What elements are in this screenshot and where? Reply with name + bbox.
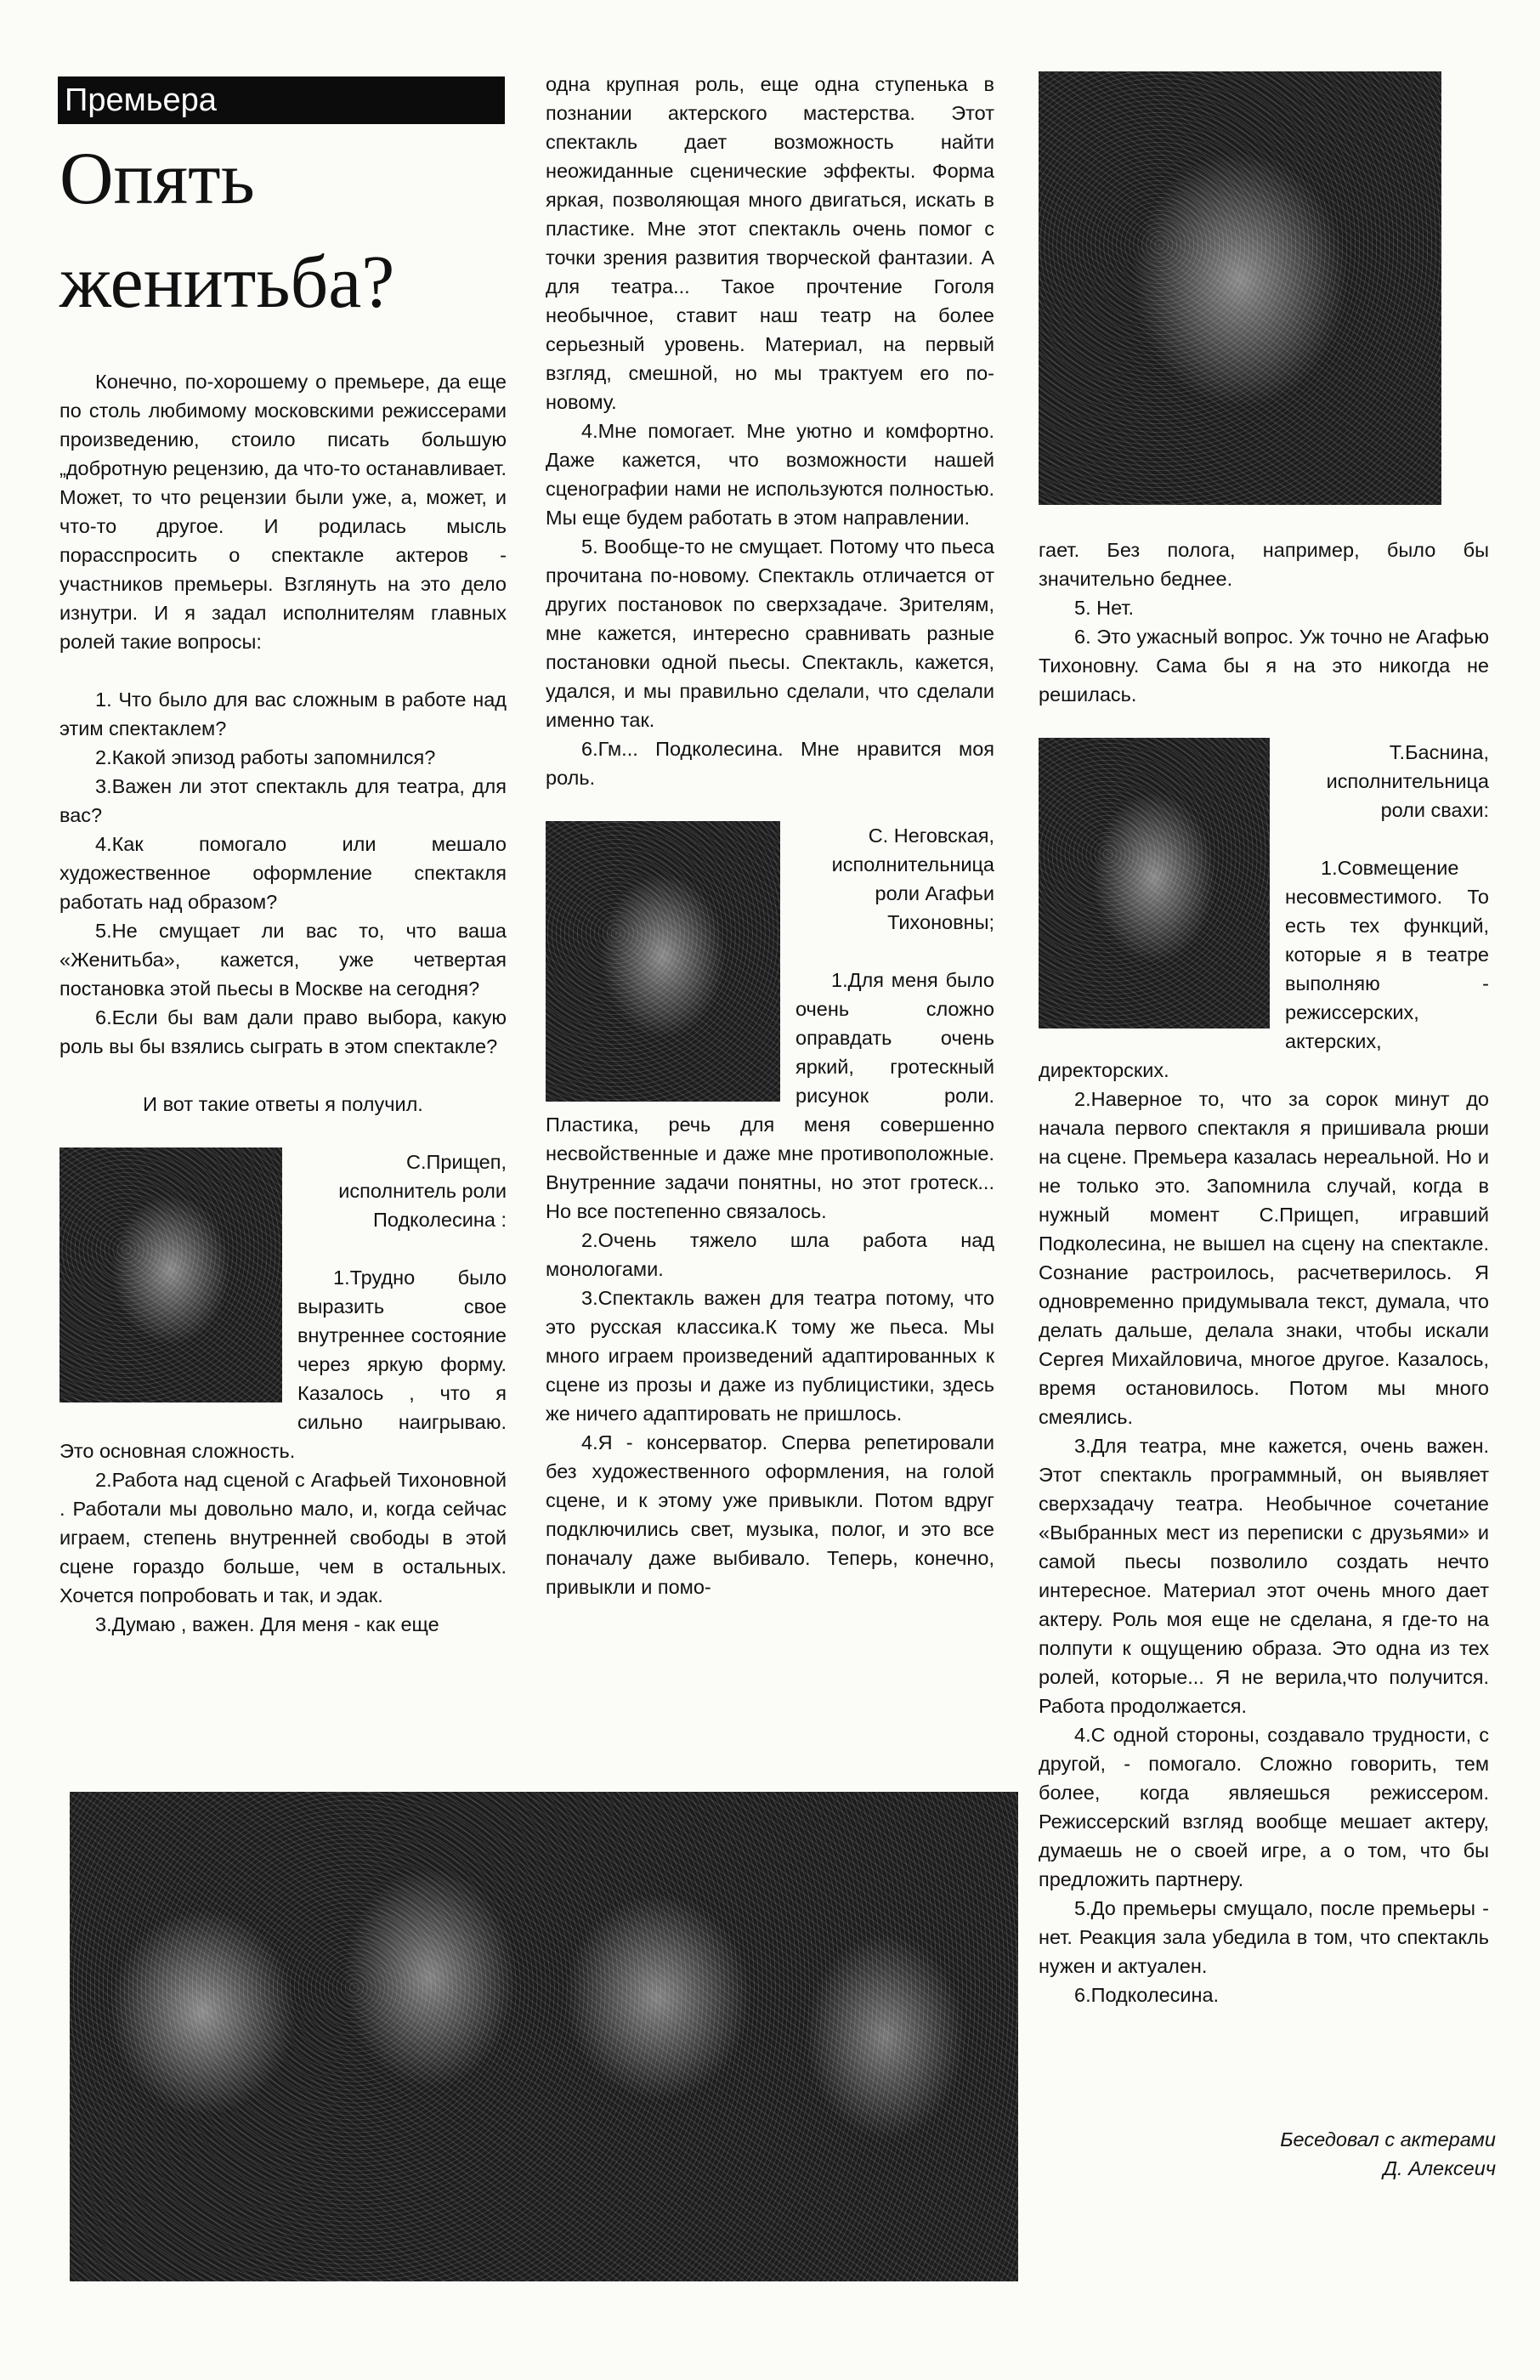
basnina-answer-1: 1.Совмещение несовместимого. То есть тех функций, которые я в театре выполняю - режиссерских, актерских, директорских. — [1039, 857, 1489, 1081]
question-4: 4.Как помогало или мешало художественное оформление спектакля работать над образом? — [59, 833, 507, 913]
prishchep-answer-6: 6.Гм... Подколесина. Мне нравится моя роль. — [546, 738, 994, 789]
negovskaya-answer-2: 2.Очень тяжело шла работа над монологами. — [546, 1229, 994, 1280]
column-3 — [1039, 536, 1489, 2009]
group-photo — [70, 1792, 1018, 2281]
question-1: 1. Что было для вас сложным в работе над этим спектаклем? — [59, 688, 507, 740]
negovskaya-answer-6: 6. Это ужасный вопрос. Уж точно не Агафью Тихоновну. Сама бы я на это никогда не решилась. — [1039, 626, 1489, 706]
basnina-answer-5: 5.До премьеры смущало, после премьеры - нет. Реакция зала убедила в том, что спектакль нужен и актуален. — [1039, 1897, 1489, 1977]
headline-line-1: Опять — [59, 138, 255, 220]
prishchep-answer-3-start: 3.Думаю , важен. Для меня - как еще — [95, 1613, 439, 1635]
intro-paragraph: Конечно, по-хорошему о премьере, да еще по столь любимому московскими режиссерами произведению, стоило писать большую „добротную рецензию, да что-то останавливает. Может, то что рецензии были уже, а, может, и что-то другое. И родилась мысль порасспросить о спектакле актеров - участников премьеры. Взглянуть на это дело изнутри. И я задал исполнителям главных ролей такие вопросы: — [59, 371, 507, 653]
headline — [59, 128, 518, 335]
prishchep-answer-3-cont: одна крупная роль, еще одна ступенька в познании актерского мастерства. Этот спектакль дает возможность найти неожиданные сценические эффекты. Форма яркая, позволяющая много двигаться, искать в пластике. Мне этот спектакль очень помог с точки зрения развития творческой фантазии. А для театра... Такое прочтение Гоголя необычное, ставит наш театр на более серьезный уровень. Материал, на первый взгляд, смешной, но мы трактуем его по-новому. — [546, 73, 994, 413]
negovskaya-answer-1: 1.Для меня было очень сложно оправдать очень яркий, гротескный рисунок роли. Пластика, речь для меня совершенно несвойственные и даже мне противоположные. Внутренние задачи понятны, но этот гротеск... Но все постепенно связалось. — [546, 969, 994, 1222]
rubric-label: Премьера — [58, 76, 505, 124]
negovskaya-answer-4-cont: гает. Без полога, например, было бы значительно беднее. — [1039, 539, 1489, 590]
headline-line-2: женитьба? — [59, 241, 395, 324]
column-2 — [546, 70, 994, 1601]
basnina-answer-6: 6.Подколесина. — [1074, 1984, 1220, 2006]
negovskaya-caption: С. Неговская, исполнительница роли Агафьи Тихоновны; — [831, 824, 994, 933]
prishchep-answer-2: 2.Работа над сценой с Агафьей Тихоновной . Работали мы довольно мало, и, когда сейчас играем, степень внутренней свободы в этой сцене гораздо больше, чем в остальных. Хочется попробовать и так, и эдак. — [59, 1469, 507, 1606]
prishchep-photo — [59, 1148, 282, 1402]
negovskaya-photo — [546, 821, 780, 1102]
byline-author: Д. Алексеич — [1383, 2157, 1496, 2179]
prishchep-answer-5: 5. Вообще-то не смущает. Потому что пьеса прочитана по-новому. Спектакль отличается от других постановок по сверхзадаче. Зрителям, мне кажется, интересно сравнивать разные постановки одной пьесы. Спектакль, кажется, удался, и мы правильно сделали, что сделали именно так. — [546, 536, 994, 731]
prishchep-answer-4: 4.Мне помогает. Мне уютно и комфортно. Даже кажется, что возможности нашей сценографии нами не используются полностью. Мы еще будем работать в этом направлении. — [546, 420, 994, 529]
prishchep-caption: С.Прищеп, исполнитель роли Подколесина : — [338, 1151, 507, 1231]
answers-intro: И вот такие ответы я получил. — [143, 1093, 423, 1115]
question-6: 6.Если бы вам дали право выбора, какую роль вы бы взялись сыграть в этом спектакле? — [59, 1006, 507, 1057]
negovskaya-answer-4-start: 4.Я - консерватор. Сперва репетировали без художественного оформления, на голой сцене, и к этому уже привыкли. Потом вдруг подключились свет, музыка, полог, и это все поначалу даже выбивало. Теперь, конечно, привыкли и помо- — [546, 1431, 994, 1598]
basnina-answer-4: 4.С одной стороны, создавало трудности, с другой, - помогало. Сложно говорить, тем более, когда являешься режиссером. Режиссерский взгляд вообще мешает актеру, думаешь не о своей игре, а о том, что бы предложить партнеру. — [1039, 1724, 1489, 1890]
basnina-photo — [1039, 738, 1270, 1028]
question-3: 3.Важен ли этот спектакль для театра, для вас? — [59, 775, 507, 826]
column-1 — [59, 367, 507, 1639]
top-right-photo — [1039, 71, 1441, 505]
negovskaya-answer-3: 3.Спектакль важен для театра потому, что это русская классика.К тому же пьеса. Мы много играем произведений адаптированных к сцене из прозы и даже из публицистики, здесь же ничего адаптировать не пришлось. — [546, 1287, 994, 1425]
negovskaya-answer-5: 5. Нет. — [1074, 597, 1135, 619]
byline-line-1: Беседовал с актерами — [1280, 2128, 1496, 2150]
basnina-answer-3: 3.Для театра, мне кажется, очень важен. Этот спектакль программный, он выявляет сверхзадачу театра. Необычное сочетание «Выбранных мест из переписки с друзьями» и самой пьесы позволило создать нечто интересное. Материал этот очень много дает актеру. Роль моя еще не сделана, я где-то на полпути к ощущению образа. Это одна из тех ролей, которые... Я не верила,что получится. Работа продолжается. — [1039, 1435, 1489, 1717]
prishchep-answer-1: 1.Трудно было выразить свое внутреннее состояние через яркую форму. Казалось , что я сильно наигрываю. Это основная сложность. — [59, 1266, 507, 1462]
byline — [1139, 2125, 1496, 2183]
question-2: 2.Какой эпизод работы запомнился? — [95, 746, 436, 768]
basnina-caption: Т.Баснина, исполнительница роли свахи: — [1326, 741, 1489, 821]
basnina-answer-2: 2.Наверное то, что за сорок минут до начала первого спектакля я пришивала рюши на сцене. Премьера казалась нереальной. Но и не только это. Запомнила случай, когда в нужный момент С.Прищеп, игравший Подколесина, не вышел на сцену на спектакле. Сознание растроилось, расчетверилось. Я одновременно придумывала текст, думала, что делать дальше, делала знаки, чтобы искали Сергея Михайловича, многое другое. Казалось, время остановилось. Потом мы много смеялись. — [1039, 1088, 1489, 1428]
question-5: 5.Не смущает ли вас то, что ваша «Женитьба», кажется, уже четвертая постановка этой пьесы в Москве на сегодня? — [59, 920, 507, 1000]
